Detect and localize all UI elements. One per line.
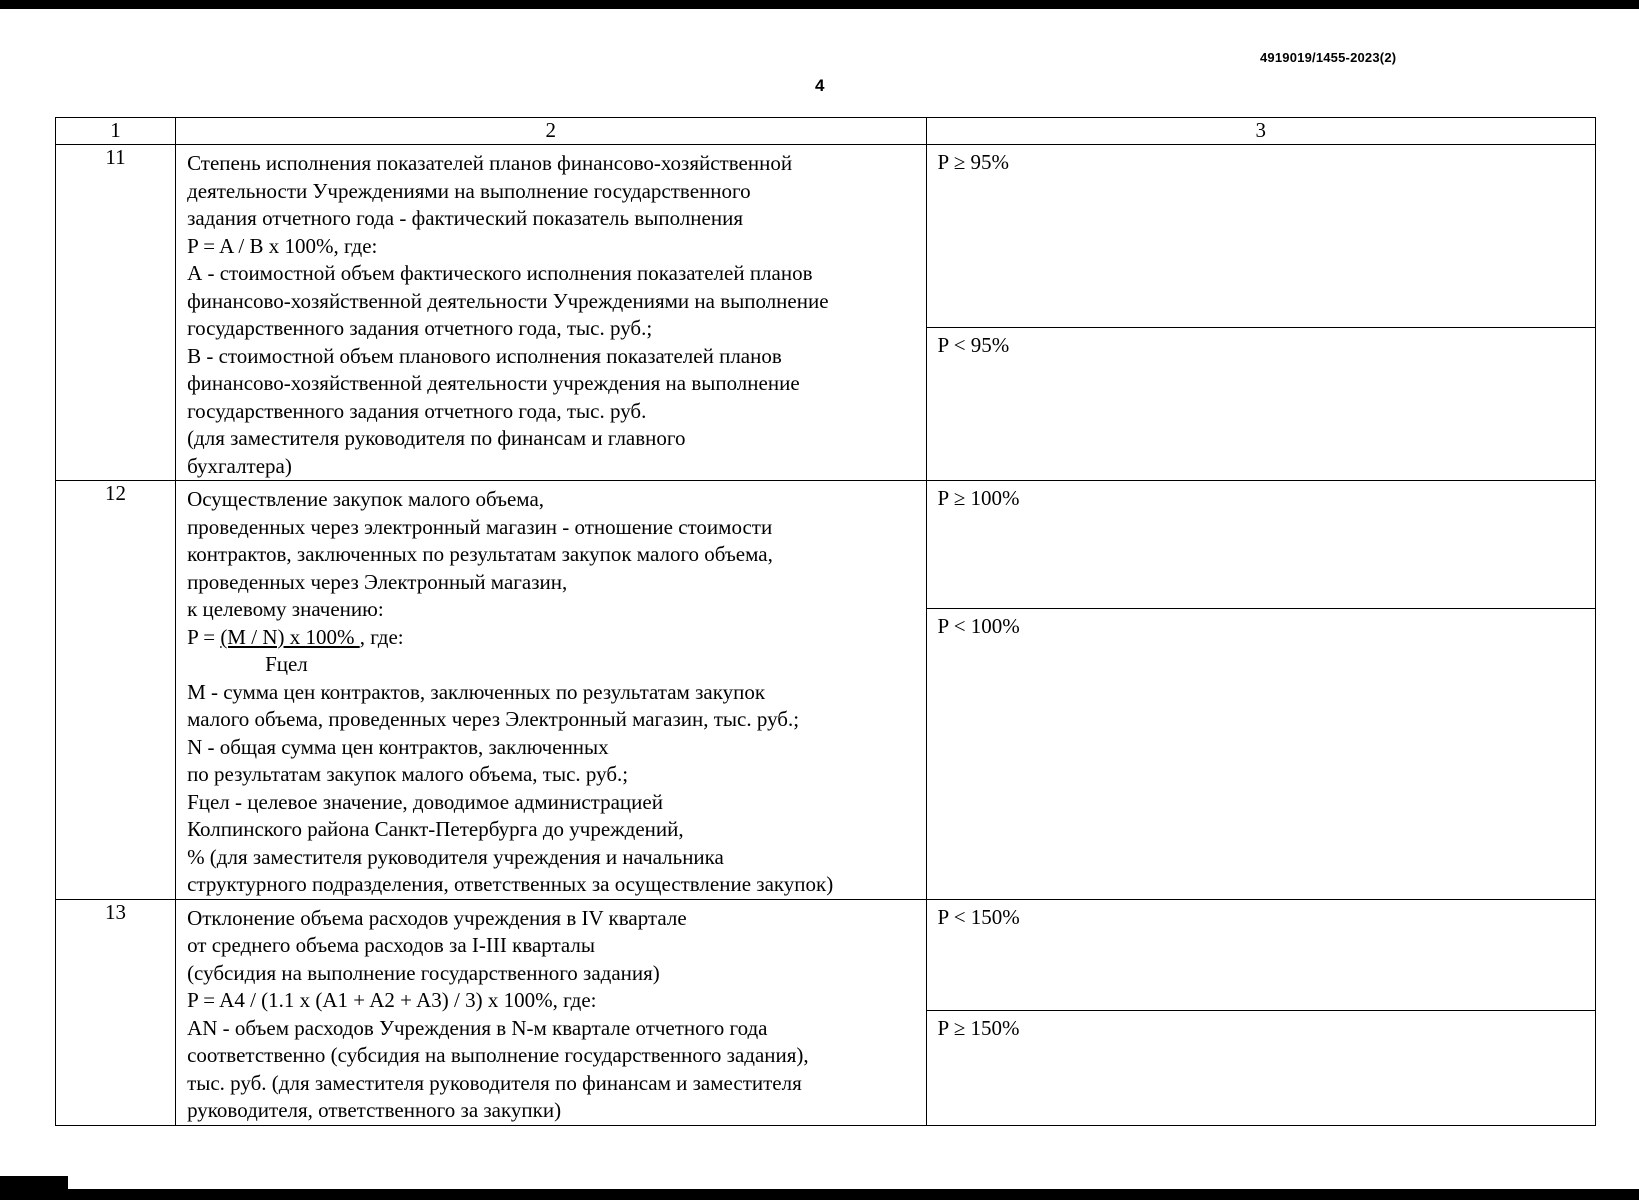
scan-border-corner bbox=[0, 1176, 68, 1200]
text-line: малого объема, проведенных через Электронный магазин, тыс. руб.; bbox=[187, 707, 800, 731]
indicator-description bbox=[176, 145, 926, 481]
text-line: финансово-хозяйственной деятельности Учреждениями на выполнение bbox=[187, 288, 829, 313]
formula-suffix: , где: bbox=[359, 624, 404, 649]
text-line: Отклонение объема расходов учреждения в IV квартале bbox=[187, 905, 687, 930]
column-header-1: 1 bbox=[56, 118, 176, 145]
text-line: % (для заместителя руководителя учреждения и начальника bbox=[187, 844, 724, 869]
text-line: P = A4 / (1.1 x (A1 + A2 + A3) / 3) x 100%, где: bbox=[187, 988, 597, 1012]
document-number: 4919019/1455-2023(2) bbox=[1260, 50, 1397, 65]
text-line: государственного задания отчетного года, тыс. руб. bbox=[187, 398, 647, 423]
text-line: (для заместителя руководителя по финансам и главного bbox=[187, 426, 686, 450]
text-line: AN - объем расходов Учреждения в N-м квартале отчетного года bbox=[187, 1015, 768, 1040]
indicator-description bbox=[176, 481, 926, 900]
text-line: B - стоимостной объем планового исполнения показателей планов bbox=[187, 343, 782, 368]
table-header-row bbox=[56, 118, 1596, 145]
condition-value: P ≥ 95% bbox=[926, 145, 1595, 328]
text-line: деятельности Учреждениями на выполнение государственного bbox=[187, 178, 751, 203]
formula-numerator: (M / N) x 100% bbox=[220, 624, 360, 649]
text-line: по результатам закупок малого объема, тыс. руб.; bbox=[187, 762, 629, 786]
condition-value: P ≥ 100% bbox=[926, 481, 1595, 609]
text-line: Осуществление закупок малого объема, bbox=[187, 487, 545, 511]
indicator-description bbox=[176, 899, 926, 1125]
table-row-12-a bbox=[56, 481, 1596, 609]
text-line: А - стоимостной объем фактического исполнения показателей планов bbox=[187, 261, 813, 285]
text-line: Степень исполнения показателей планов финансово-хозяйственной bbox=[187, 151, 793, 175]
text-line: финансово-хозяйственной деятельности учреждения на выполнение bbox=[187, 371, 800, 395]
text-line: бухгалтера) bbox=[187, 453, 292, 478]
column-header-3: 3 bbox=[926, 118, 1595, 145]
formula-line bbox=[187, 624, 921, 652]
scan-border-top bbox=[0, 0, 1639, 9]
text-line: P = A / B x 100%, где: bbox=[187, 233, 378, 258]
text-line: тыс. руб. (для заместителя руководителя по финансам и заместителя bbox=[187, 1070, 802, 1095]
text-line: задания отчетного года - фактический показатель выполнения bbox=[187, 206, 743, 230]
text-line: соответственно (субсидия на выполнение государственного задания), bbox=[187, 1043, 809, 1067]
condition-value: P < 95% bbox=[926, 328, 1595, 481]
row-number: 13 bbox=[56, 899, 176, 1125]
formula-prefix: P = bbox=[187, 624, 221, 649]
table-row-13-a bbox=[56, 899, 1596, 1011]
text-line: Fцел - целевое значение, доводимое администрацией bbox=[187, 789, 663, 814]
text-line: контрактов, заключенных по результатам закупок малого объема, bbox=[187, 542, 773, 566]
text-line: (субсидия на выполнение государственного задания) bbox=[187, 960, 660, 985]
text-line: проведенных через Электронный магазин, bbox=[187, 569, 568, 594]
row-number: 12 bbox=[56, 481, 176, 900]
table-row-11-a bbox=[56, 145, 1596, 328]
page-number: 4 bbox=[815, 76, 825, 95]
text-line: Колпинского района Санкт-Петербурга до учреждений, bbox=[187, 817, 684, 841]
formula-denominator: Fцел bbox=[265, 652, 308, 676]
row-number: 11 bbox=[56, 145, 176, 481]
indicators-table bbox=[55, 117, 1596, 1126]
text-line: к целевому значению: bbox=[187, 597, 384, 621]
column-header-2: 2 bbox=[176, 118, 926, 145]
text-line: руководителя, ответственного за закупки) bbox=[187, 1098, 562, 1122]
text-line: проведенных через электронный магазин - отношение стоимости bbox=[187, 514, 773, 539]
text-line: от среднего объема расходов за I-III кварталы bbox=[187, 933, 596, 957]
condition-value: P < 150% bbox=[926, 899, 1595, 1011]
scan-border-bottom bbox=[0, 1189, 1639, 1200]
condition-value: P ≥ 150% bbox=[926, 1011, 1595, 1125]
text-line: N - общая сумма цен контрактов, заключенных bbox=[187, 734, 609, 759]
condition-value: P < 100% bbox=[926, 609, 1595, 899]
text-line: государственного задания отчетного года, тыс. руб.; bbox=[187, 316, 653, 340]
text-line: структурного подразделения, ответственных за осуществление закупок) bbox=[187, 872, 834, 896]
text-line: M - сумма цен контрактов, заключенных по результатам закупок bbox=[187, 679, 766, 704]
